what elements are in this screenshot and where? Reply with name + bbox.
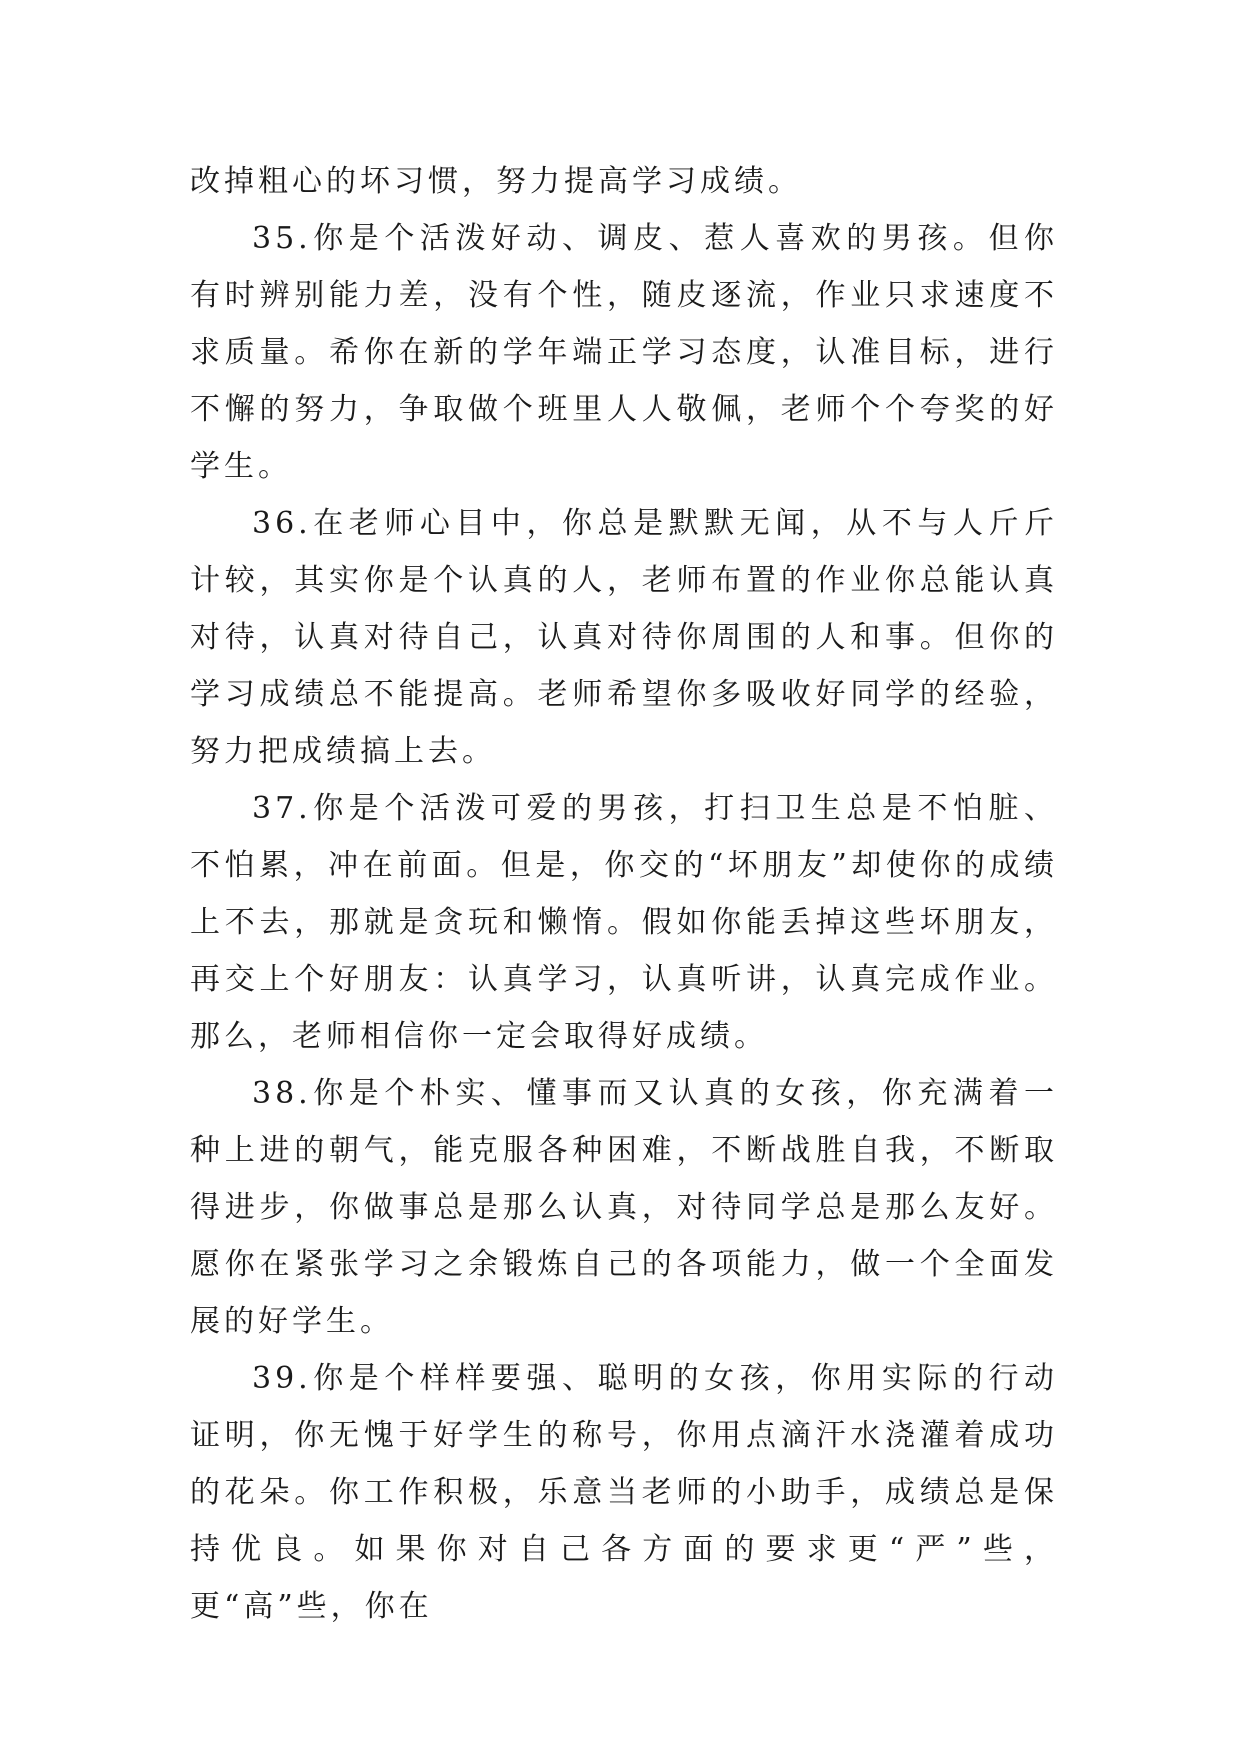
paragraph-39: 39.你是个样样要强、聪明的女孩，你用实际的行动证明，你无愧于好学生的称号，你用点滴汗水浇灌着成功的花朵。你工作积极，乐意当老师的小助手，成绩总是保持优良。如果你对自己各方面的要求更“严”些，更“高”些，你在	[190, 1361, 1058, 1624]
paragraph-36: 36.在老师心目中，你总是默默无闻，从不与人斤斤计较，其实你是个认真的人，老师布置的作业你总能认真对待，认真对待自己，认真对待你周围的人和事。但你的学习成绩总不能提高。老师希望你多吸收好同学的经验，努力把成绩搞上去。	[190, 506, 1058, 769]
document-body	[190, 153, 1058, 1635]
paragraph-continuation: 改掉粗心的坏习惯，努力提高学习成绩。	[190, 164, 802, 199]
paragraph-38: 38.你是个朴实、懂事而又认真的女孩，你充满着一种上进的朝气，能克服各种困难，不断战胜自我，不断取得进步，你做事总是那么认真，对待同学总是那么友好。愿你在紧张学习之余锻炼自己的各项能力，做一个全面发展的好学生。	[190, 1076, 1058, 1339]
paragraph-35: 35.你是个活泼好动、调皮、惹人喜欢的男孩。但你有时辨别能力差，没有个性，随皮逐流，作业只求速度不求质量。希你在新的学年端正学习态度，认准目标，进行不懈的努力，争取做个班里人人敬佩，老师个个夸奖的好学生。	[190, 221, 1058, 484]
paragraph-37: 37.你是个活泼可爱的男孩，打扫卫生总是不怕脏、不怕累，冲在前面。但是，你交的“坏朋友”却使你的成绩上不去，那就是贪玩和懒惰。假如你能丢掉这些坏朋友，再交上个好朋友：认真学习，认真听讲，认真完成作业。那么，老师相信你一定会取得好成绩。	[190, 791, 1058, 1054]
